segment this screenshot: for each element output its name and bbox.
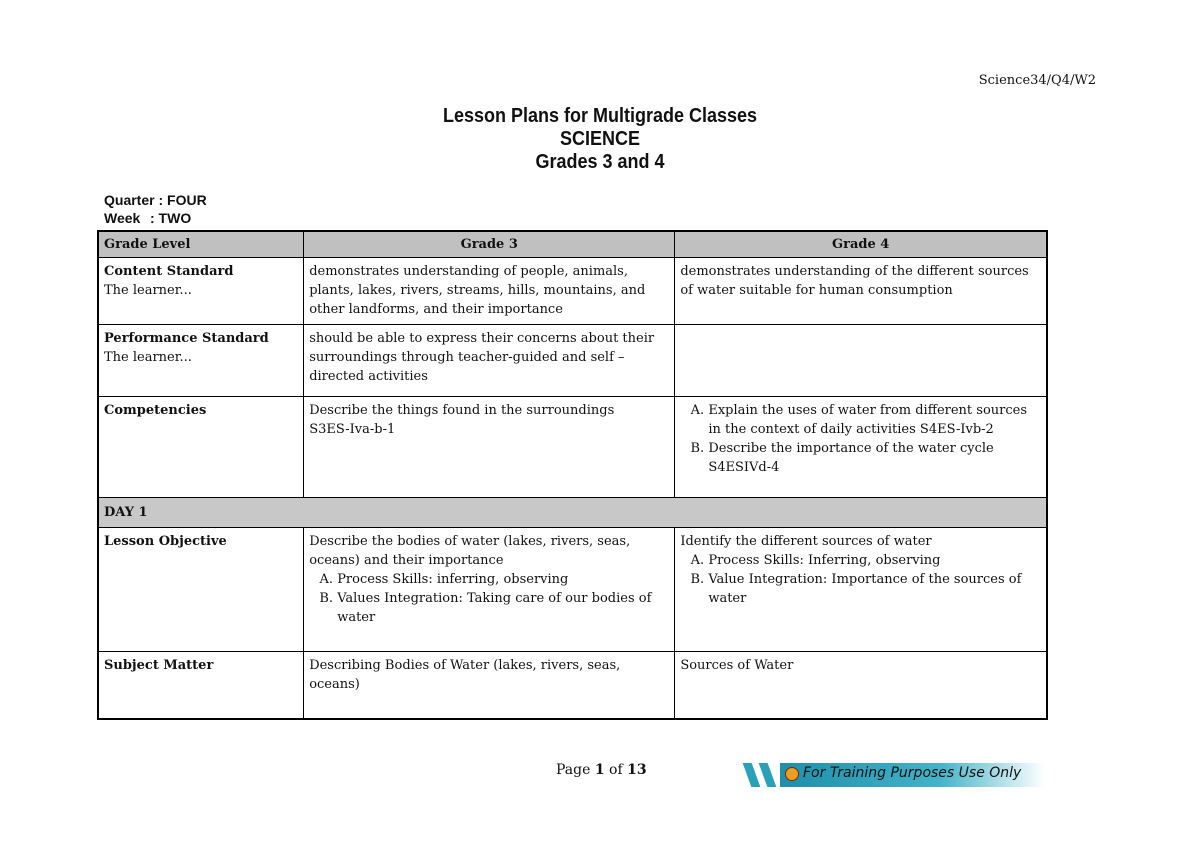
objective-item: A. Process Skills: inferring, observing	[337, 570, 669, 589]
title-line-3: Grades 3 and 4	[535, 151, 665, 173]
training-banner	[745, 760, 1045, 790]
cell-grade-3	[304, 528, 675, 652]
current-page: 1	[594, 762, 605, 778]
table-row-lesson-objective	[98, 528, 1047, 652]
quarter-week-info	[104, 191, 207, 227]
objective-item: B. Values Integration: Taking care of our bodies of water	[337, 589, 669, 627]
banner-stripe	[759, 763, 777, 787]
objective-item: B. Value Integration: Importance of the sources of water	[708, 570, 1041, 608]
title-line-2: SCIENCE	[559, 128, 641, 150]
competency-code: S3ES-Iva-b-1	[309, 422, 396, 437]
header-grade-level: Grade Level	[98, 231, 304, 258]
table-row-performance-standard	[98, 325, 1047, 397]
header-code: Science34/Q4/W2	[978, 73, 1096, 88]
table-header-row	[98, 231, 1047, 258]
page-label: Page	[556, 762, 591, 778]
page-number	[556, 762, 647, 778]
title-line-1: Lesson Plans for Multigrade Classes	[442, 105, 758, 127]
table-row-subject-matter	[98, 652, 1047, 719]
cell-grade-4	[675, 397, 1047, 498]
week-value: : TWO	[150, 210, 192, 226]
competency-item: A. Explain the uses of water from different sources in the context of daily activities S4ES-Ivb-2	[708, 401, 1041, 439]
of-label: of	[609, 762, 623, 778]
cell-grade-4	[675, 325, 1047, 397]
quarter-value: : FOUR	[158, 192, 207, 208]
week-label: Week	[104, 210, 141, 226]
row-sublabel: The learner...	[104, 350, 192, 365]
total-pages: 13	[627, 762, 647, 778]
banner-text: For Training Purposes Use Only	[803, 765, 1022, 781]
header-grade-3: Grade 3	[304, 231, 675, 258]
table-row-competencies	[98, 397, 1047, 498]
cell-grade-4: demonstrates understanding of the different sources of water suitable for human consumption	[675, 258, 1047, 325]
row-label: Competencies	[104, 403, 207, 418]
header-grade-4: Grade 4	[675, 231, 1047, 258]
row-label: Lesson Objective	[104, 534, 227, 549]
cell-grade-3	[304, 397, 675, 498]
competency-text: Describe the things found in the surroundings	[309, 403, 615, 418]
cell-grade-4: Sources of Water	[675, 652, 1047, 719]
lesson-plan-table	[97, 230, 1048, 720]
cell-grade-3: demonstrates understanding of people, animals, plants, lakes, rivers, streams, hills, mountains, and other landforms, and their importance	[304, 258, 675, 325]
row-label: Subject Matter	[104, 658, 214, 673]
banner-stripe	[743, 763, 761, 787]
objective-text: Identify the different sources of water	[680, 534, 932, 549]
cell-grade-3: should be able to express their concerns about their surroundings through teacher-guided and self – directed activities	[304, 325, 675, 397]
table-row-content-standard	[98, 258, 1047, 325]
competency-item: B. Describe the importance of the water cycle S4ESIVd-4	[708, 439, 1041, 477]
row-label: Content Standard	[104, 264, 234, 279]
objective-text: Describe the bodies of water (lakes, rivers, seas, oceans) and their importance	[309, 534, 631, 568]
row-label: Performance Standard	[104, 331, 269, 346]
document-title	[60, 105, 1140, 174]
quarter-label: Quarter	[104, 192, 155, 208]
row-sublabel: The learner...	[104, 283, 192, 298]
day-label: DAY 1	[98, 498, 1047, 528]
cell-grade-3: Describing Bodies of Water (lakes, rivers, seas, oceans)	[304, 652, 675, 719]
objective-item: A. Process Skills: Inferring, observing	[708, 551, 1041, 570]
table-row-day	[98, 498, 1047, 528]
cell-grade-4	[675, 528, 1047, 652]
deped-seal-icon	[785, 767, 799, 781]
